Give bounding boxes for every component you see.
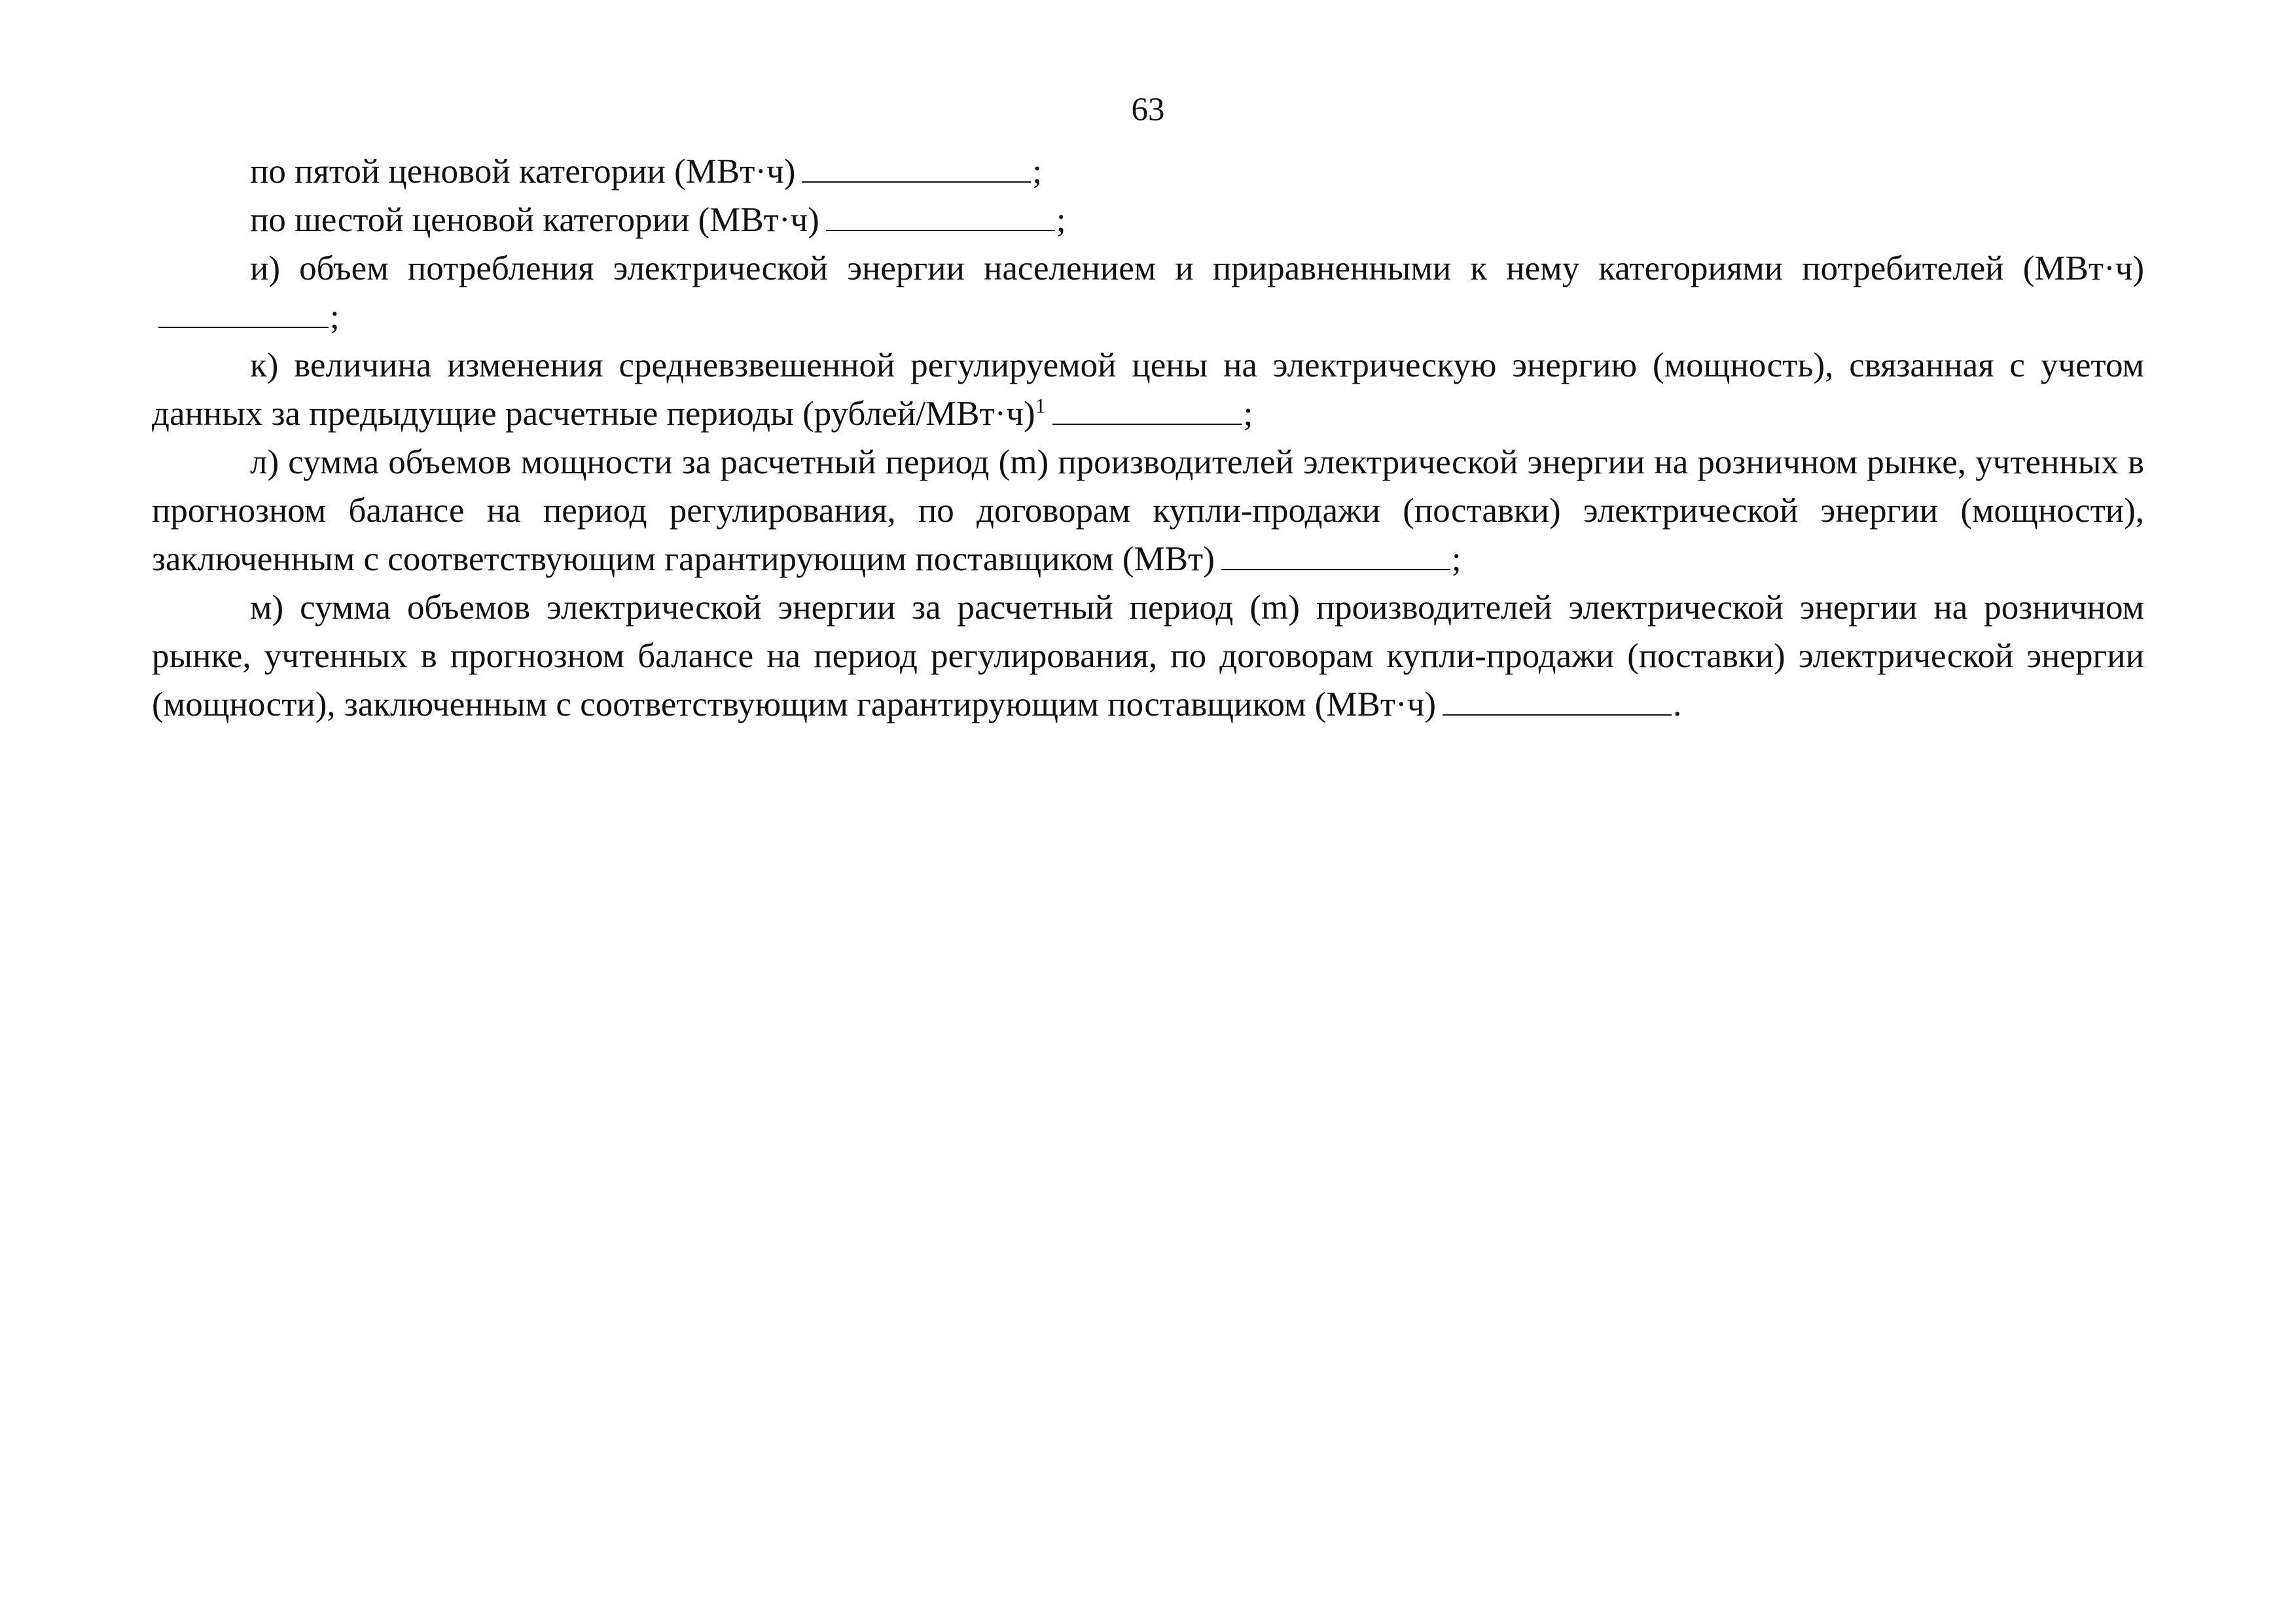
paragraph-text: к) величина изменения средневзвешенной регулируемой цены на электрическую энергию (мощность), связанная с учетом данных за предыдущие расчетные периоды (рублей/МВт·ч) xyxy=(152,346,2144,433)
fill-in-blank xyxy=(802,152,1031,183)
paragraph-end-mark: ; xyxy=(330,298,340,336)
paragraph-sixth-price-category xyxy=(152,196,2144,244)
paragraph-end-mark: ; xyxy=(1056,201,1066,239)
paragraph-fifth-price-category xyxy=(152,147,2144,196)
fill-in-blank xyxy=(1443,685,1672,716)
footnote-mark: 1 xyxy=(1035,393,1046,418)
fill-in-blank xyxy=(826,200,1055,231)
fill-in-blank xyxy=(1221,539,1450,570)
paragraph-end-mark: ; xyxy=(1451,540,1462,578)
paragraph-text: по шестой ценовой категории (МВт·ч) xyxy=(250,201,819,239)
paragraph-text: м) сумма объемов электрической энергии за расчетный период (m) производителей электрической энергии на розничном рынке, учтенных в прогнозном балансе на период регулирования, по договорам купли-продажи (поставки) электрической энергии (мощности), заключенным с соответствующим гарантирующим поставщиком (МВт·ч) xyxy=(152,589,2144,723)
paragraph-text: и) объем потребления электрической энергии населением и приравненными к нему категориями потребителей (МВт·ч) xyxy=(250,249,2144,287)
paragraph-item-l xyxy=(152,438,2144,583)
paragraph-end-mark: . xyxy=(1673,685,1682,723)
paragraph-end-mark: ; xyxy=(1243,395,1253,433)
paragraph-end-mark: ; xyxy=(1032,153,1043,191)
paragraph-item-k xyxy=(152,341,2144,438)
fill-in-blank xyxy=(158,297,329,328)
fill-in-blank xyxy=(1052,394,1242,425)
paragraph-item-i xyxy=(152,244,2144,341)
paragraph-text: по пятой ценовой категории (МВт·ч) xyxy=(250,153,796,191)
paragraph-item-m xyxy=(152,583,2144,729)
document-body xyxy=(152,147,2144,729)
paragraph-text: л) сумма объемов мощности за расчетный период (m) производителей электрической энергии на розничном рынке, учтенных в прогнозном балансе на период регулирования, по договорам купли-продажи (поставки) электрической энергии (мощности), заключенным с соответствующим гарантирующим поставщиком (МВт) xyxy=(152,443,2144,578)
page-number: 63 xyxy=(1131,92,1165,128)
